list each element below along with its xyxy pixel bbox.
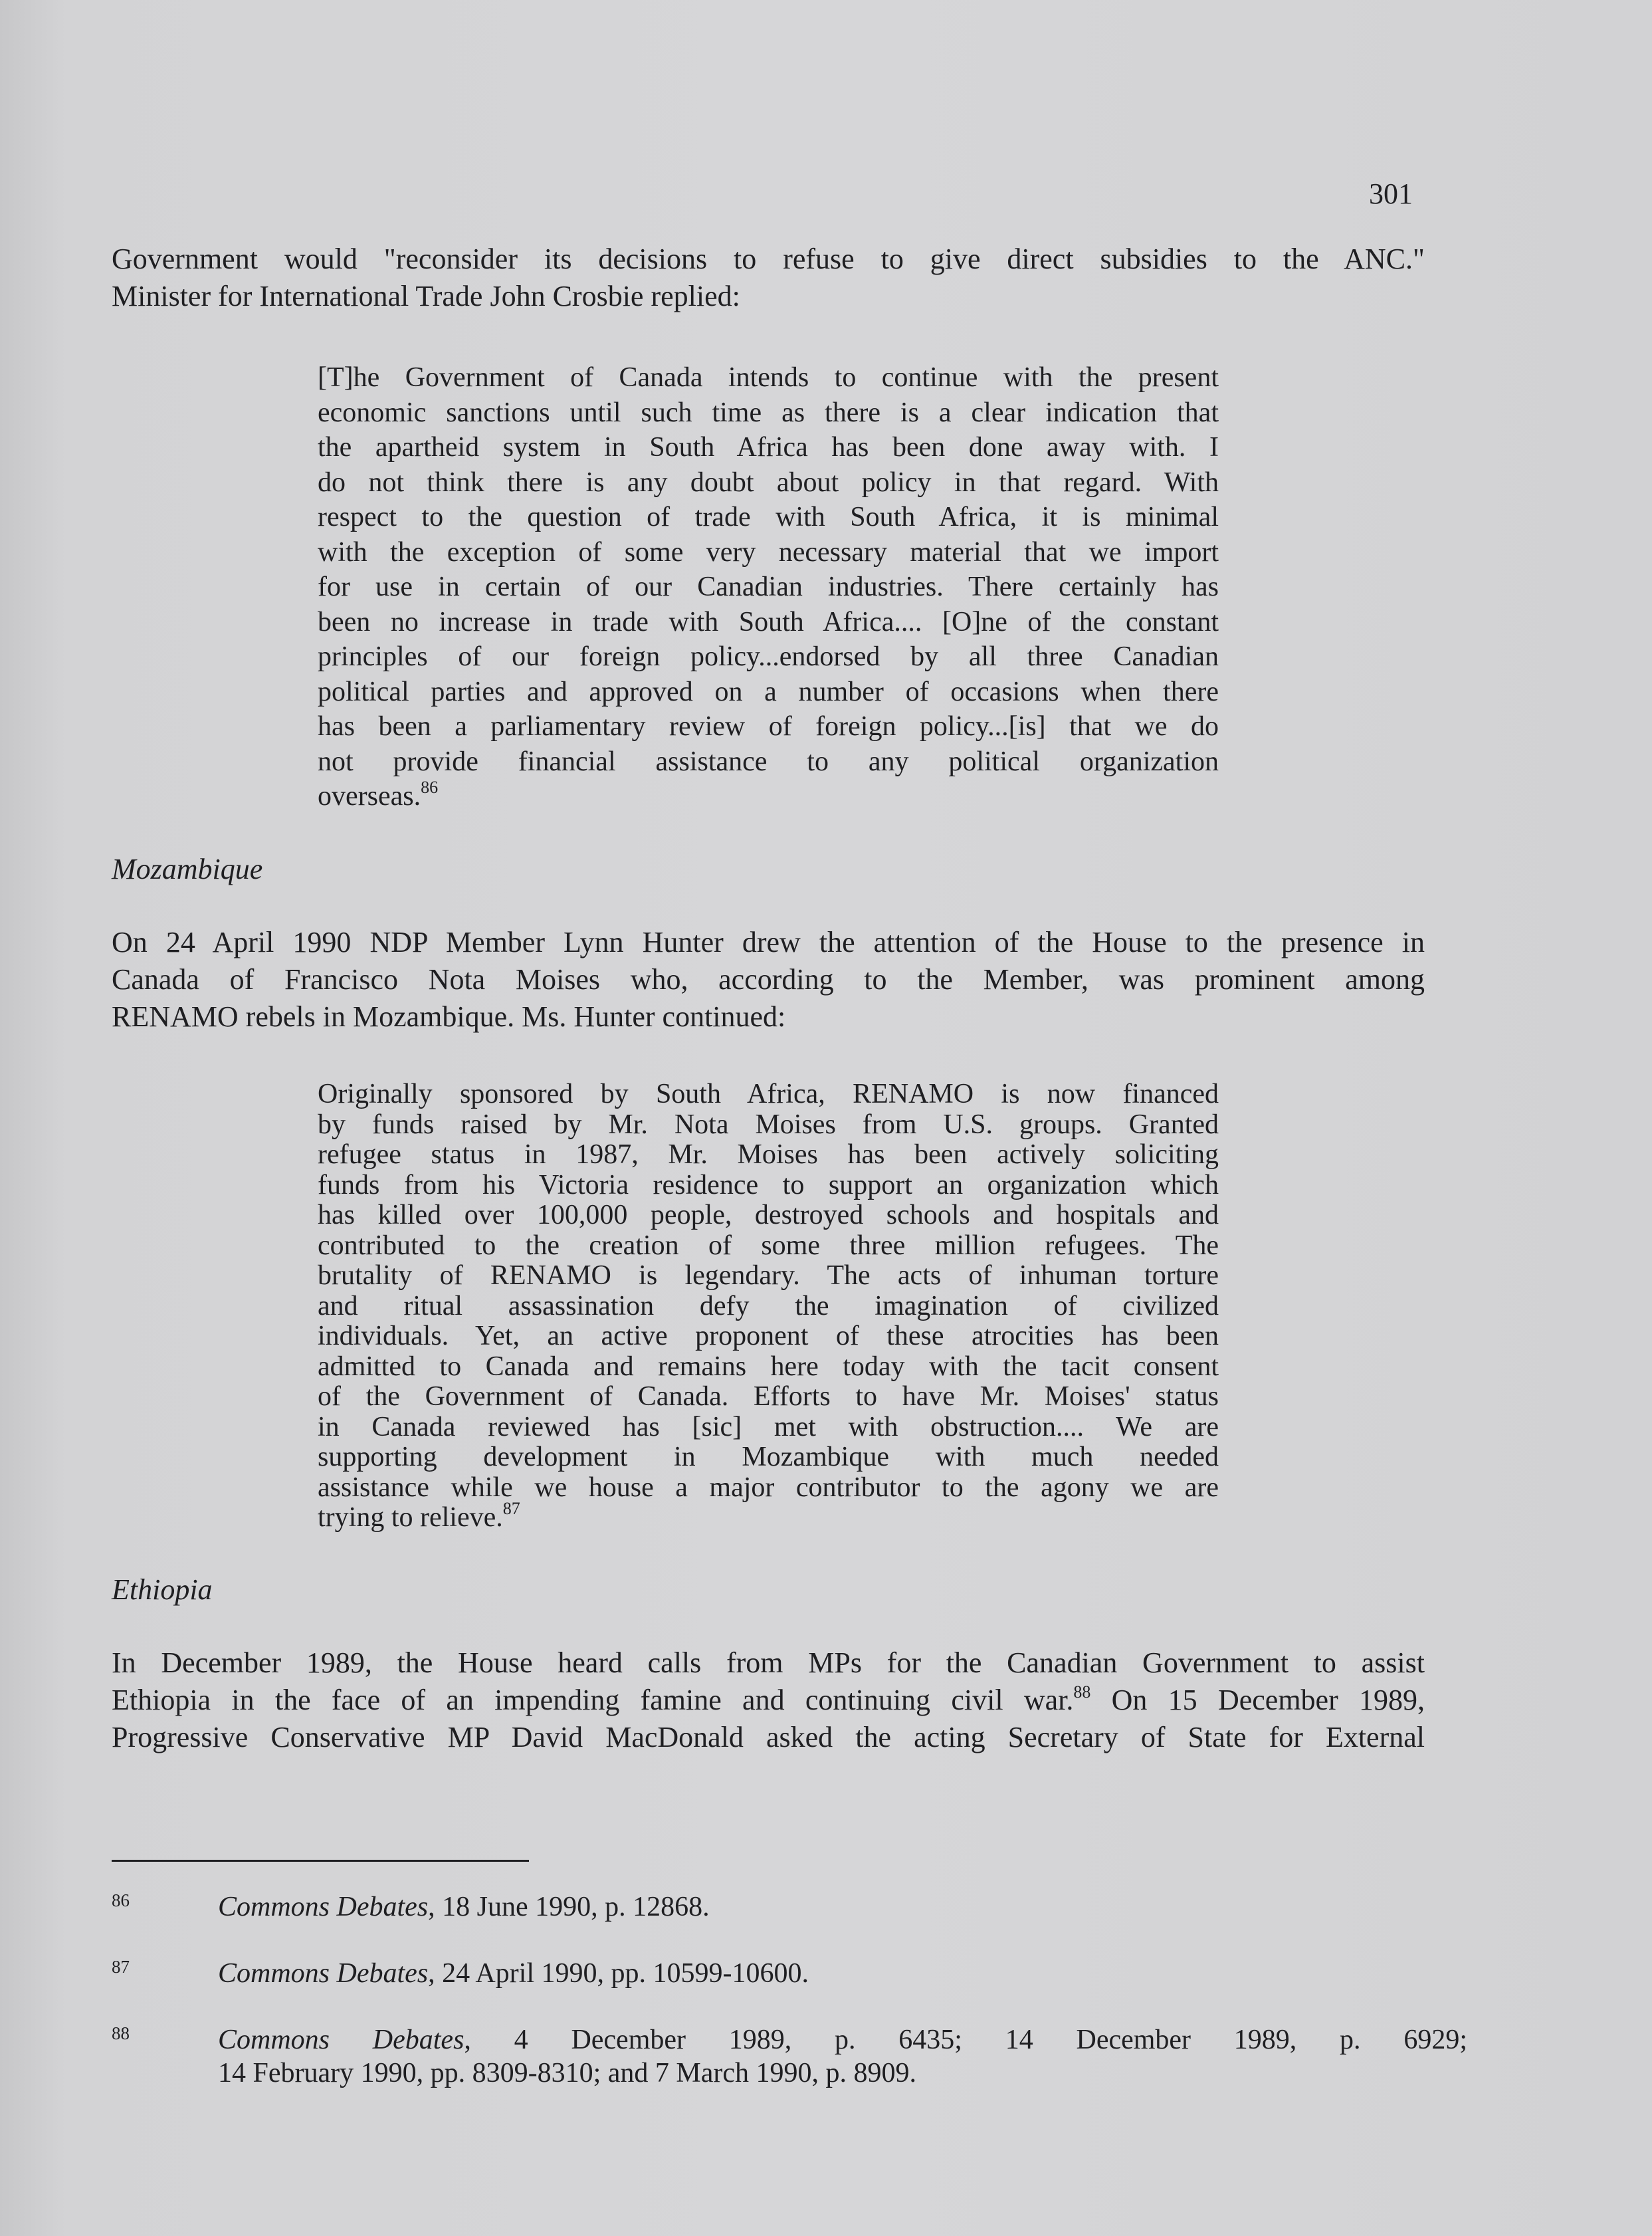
quote-line: contributed to the creation of some three million refugees. The bbox=[318, 1230, 1219, 1261]
section-heading-mozambique: Mozambique bbox=[112, 853, 263, 885]
intro-line: Minister for International Trade John Crosbie replied: bbox=[112, 280, 740, 312]
intro-line: Government would "reconsider its decisions to refuse to give direct subsidies to the ANC." bbox=[112, 243, 1425, 275]
footnote-reference: 87 bbox=[502, 1499, 520, 1518]
quote-line-text: trying to relieve. bbox=[318, 1502, 503, 1533]
footnote-reference: 88 bbox=[1073, 1682, 1091, 1702]
quote-line: in Canada reviewed has [sic] met with obstruction.... We are bbox=[318, 1411, 1219, 1442]
quote-line: been no increase in trade with South Africa.... [O]ne of the constant bbox=[318, 606, 1219, 637]
quote-line: of the Government of Canada. Efforts to have Mr. Moises' status bbox=[318, 1381, 1219, 1412]
paragraph-line bbox=[112, 1682, 1425, 1719]
quote-line: has killed over 100,000 people, destroyed schools and hospitals and bbox=[318, 1200, 1219, 1230]
paragraph-line: On 24 April 1990 NDP Member Lynn Hunter drew the attention of the House to the presence in bbox=[112, 926, 1425, 958]
quote-line: political parties and approved on a number of occasions when there bbox=[318, 676, 1219, 707]
quote-line-text: overseas. bbox=[318, 781, 421, 812]
quote-line: respect to the question of trade with South Africa, it is minimal bbox=[318, 502, 1219, 532]
paragraph-text: Ethiopia in the face of an impending famine and continuing civil war. bbox=[112, 1684, 1074, 1716]
paragraph-line: In December 1989, the House heard calls from MPs for the Canadian Government to assist bbox=[112, 1646, 1425, 1679]
footnote-detail: , 18 June 1990, p. 12868. bbox=[428, 1892, 710, 1922]
section-heading-ethiopia: Ethiopia bbox=[112, 1573, 213, 1606]
quote-line: by funds raised by Mr. Nota Moises from U.S. groups. Granted bbox=[318, 1109, 1219, 1140]
quote-line: refugee status in 1987, Mr. Moises has been actively soliciting bbox=[318, 1139, 1219, 1170]
intro-paragraph bbox=[112, 241, 1425, 315]
quote-line: [T]he Government of Canada intends to continue with the present bbox=[318, 362, 1219, 393]
footnote-number: 87 bbox=[112, 1957, 130, 1977]
quote-line: Originally sponsored by South Africa, RENAMO is now financed bbox=[318, 1079, 1219, 1109]
quote-line: for use in certain of our Canadian industries. There certainly has bbox=[318, 572, 1219, 602]
block-quote-crosbie bbox=[318, 360, 1219, 814]
quote-line: with the exception of some very necessary material that we import bbox=[318, 536, 1219, 568]
block-quote-hunter bbox=[318, 1079, 1219, 1533]
page-number: 301 bbox=[1369, 177, 1413, 210]
quote-line: brutality of RENAMO is legendary. The acts of inhuman torture bbox=[318, 1260, 1219, 1291]
paragraph-line: RENAMO rebels in Mozambique. Ms. Hunter continued: bbox=[112, 1000, 786, 1033]
quote-line: assistance while we house a major contributor to the agony we are bbox=[318, 1472, 1219, 1503]
paragraph-text: On 15 December 1989, bbox=[1090, 1684, 1425, 1716]
quote-line: economic sanctions until such time as there is a clear indication that bbox=[318, 397, 1219, 428]
quote-line: individuals. Yet, an active proponent of these atrocities has been bbox=[318, 1321, 1219, 1351]
quote-line: funds from his Victoria residence to support an organization which bbox=[318, 1169, 1219, 1200]
quote-line: supporting development in Mozambique with much needed bbox=[318, 1442, 1219, 1472]
footnote-source: Commons Debates bbox=[218, 2025, 465, 2055]
quote-line: and ritual assassination defy the imagination of civilized bbox=[318, 1290, 1219, 1321]
footnote-detail: , 4 December 1989, p. 6435; 14 December 1989, p. 6929; bbox=[464, 2025, 1467, 2055]
quote-line-final bbox=[318, 1499, 1219, 1533]
quote-line: admitted to Canada and remains here today with the tacit consent bbox=[318, 1351, 1219, 1382]
paragraph-line: Progressive Conservative MP David MacDonald asked the acting Secretary of State for External bbox=[112, 1721, 1425, 1753]
ethiopia-paragraph bbox=[112, 1644, 1425, 1756]
footnote-divider bbox=[112, 1860, 529, 1862]
footnote-line bbox=[218, 1890, 1467, 1924]
footnote-detail: , 24 April 1990, pp. 10599-10600. bbox=[428, 1958, 809, 1989]
footnote-number: 86 bbox=[112, 1890, 130, 1910]
quote-line: do not think there is any doubt about policy in that regard. With bbox=[318, 467, 1219, 498]
footnote-line: 14 February 1990, pp. 8309-8310; and 7 March 1990, p. 8909. bbox=[218, 2058, 917, 2088]
paragraph-line: Canada of Francisco Nota Moises who, according to the Member, was prominent among bbox=[112, 963, 1425, 996]
footnote-line bbox=[218, 1957, 1467, 1990]
footnote-number: 88 bbox=[112, 2023, 130, 2043]
quote-line-final bbox=[318, 779, 1219, 814]
footnote-source: Commons Debates bbox=[218, 1958, 429, 1989]
quote-line: has been a parliamentary review of foreign policy...[is] that we do bbox=[318, 711, 1219, 742]
footnote-source: Commons Debates bbox=[218, 1892, 429, 1922]
footnote-text bbox=[218, 2023, 1467, 2090]
footnote-line bbox=[218, 2023, 1467, 2057]
footnote-reference: 86 bbox=[421, 778, 439, 797]
quote-line: not provide financial assistance to any political organization bbox=[318, 746, 1219, 777]
mozambique-paragraph bbox=[112, 924, 1425, 1036]
quote-line: principles of our foreign policy...endorsed by all three Canadian bbox=[318, 641, 1219, 672]
footnote-text bbox=[218, 1957, 1467, 1990]
footnote-text bbox=[218, 1890, 1467, 1924]
quote-line: the apartheid system in South Africa has been done away with. I bbox=[318, 432, 1219, 463]
